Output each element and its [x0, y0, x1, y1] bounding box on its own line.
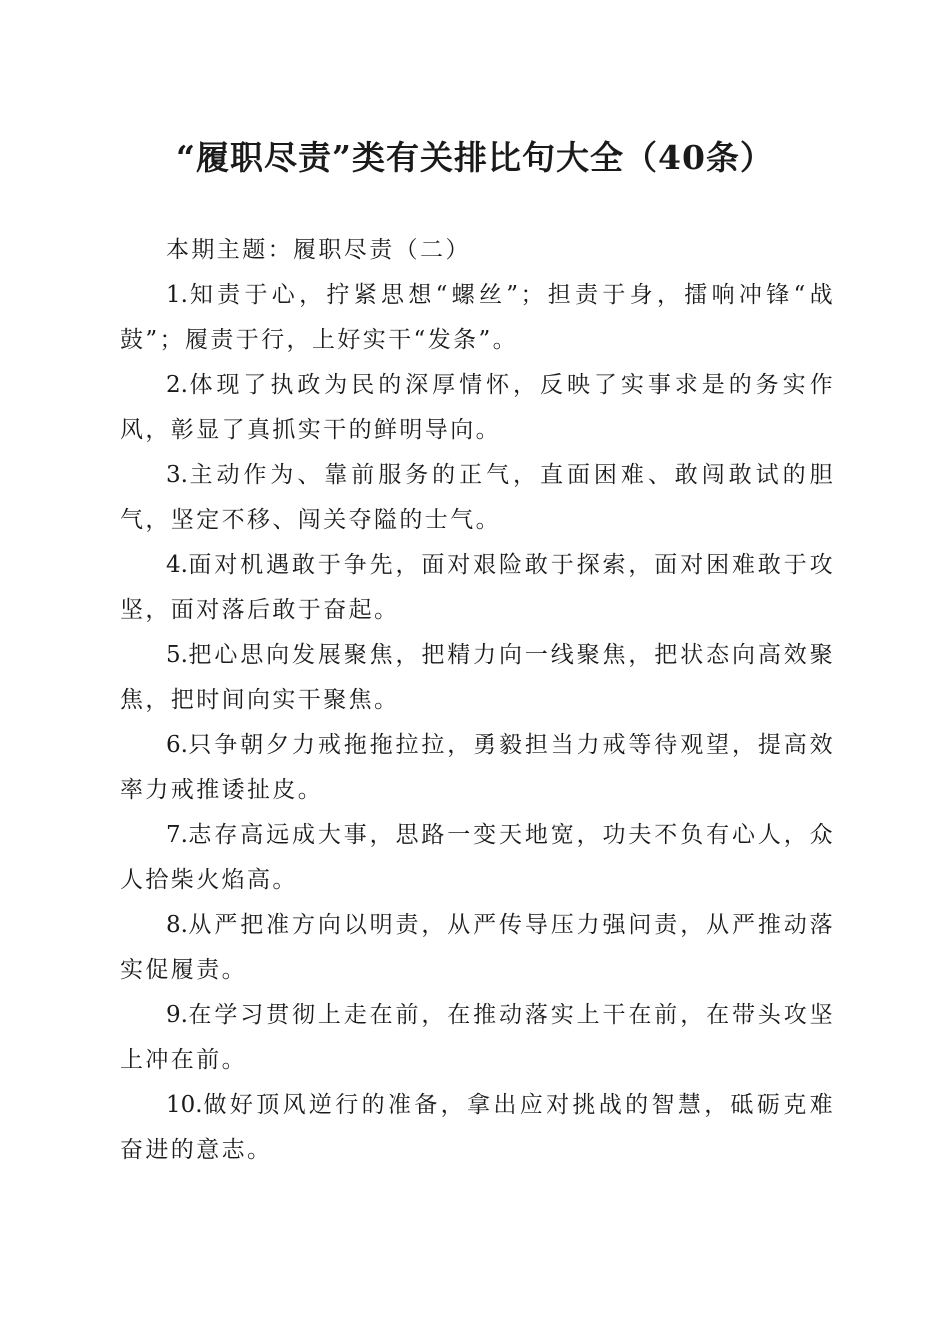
- item-text: 体现了执政为民的深厚情怀，反映了实事求是的务实作风，彰显了真抓实干的鲜明导向。: [120, 372, 835, 443]
- document-title: “履职尽责”类有关排比句大全（40条）: [176, 138, 774, 177]
- item-text: 只争朝夕力戒拖拖拉拉，勇毅担当力戒等待观望，提高效率力戒推诿扯皮。: [120, 732, 835, 803]
- item-number: 8.: [166, 912, 188, 938]
- list-item: [120, 903, 835, 993]
- item-text: 面对机遇敢于争先，面对艰险敢于探索，面对困难敢于攻坚，面对落后敢于奋起。: [120, 552, 835, 623]
- topic-line: 本期主题：履职尽责（二）: [166, 237, 471, 263]
- item-number: 10.: [166, 1092, 203, 1118]
- list-item: [120, 813, 835, 903]
- item-number: 3.: [166, 462, 188, 488]
- list-item: [120, 363, 835, 453]
- list-item: [120, 543, 835, 633]
- item-text: 从严把准方向以明责，从严传导压力强问责，从严推动落实促履责。: [120, 912, 835, 983]
- document-body: [120, 228, 835, 1173]
- item-number: 6.: [166, 732, 188, 758]
- list-item: [120, 1083, 835, 1173]
- item-number: 9.: [166, 1002, 188, 1028]
- item-text: 做好顶风逆行的准备，拿出应对挑战的智慧，砥砺克难奋进的意志。: [120, 1092, 835, 1163]
- item-number: 1.: [166, 282, 188, 308]
- item-number: 5.: [166, 642, 188, 668]
- item-number: 2.: [166, 372, 188, 398]
- item-number: 4.: [166, 552, 188, 578]
- list-item: [120, 723, 835, 813]
- item-number: 7.: [166, 822, 188, 848]
- list-item: [120, 273, 835, 363]
- item-text: 志存高远成大事，思路一变天地宽，功夫不负有心人，众人拾柴火焰高。: [120, 822, 835, 893]
- list-item: [120, 453, 835, 543]
- list-item: [120, 993, 835, 1083]
- item-text: 在学习贯彻上走在前，在推动落实上干在前，在带头攻坚上冲在前。: [120, 1002, 835, 1073]
- item-text: 知责于心，拧紧思想“螺丝”；担责于身，擂响冲锋“战鼓”；履责于行，上好实干“发条”。: [120, 282, 835, 353]
- item-text: 主动作为、靠前服务的正气，直面困难、敢闯敢试的胆气，坚定不移、闯关夺隘的士气。: [120, 462, 835, 533]
- item-text: 把心思向发展聚焦，把精力向一线聚焦，把状态向高效聚焦，把时间向实干聚焦。: [120, 642, 835, 713]
- list-item: [120, 633, 835, 723]
